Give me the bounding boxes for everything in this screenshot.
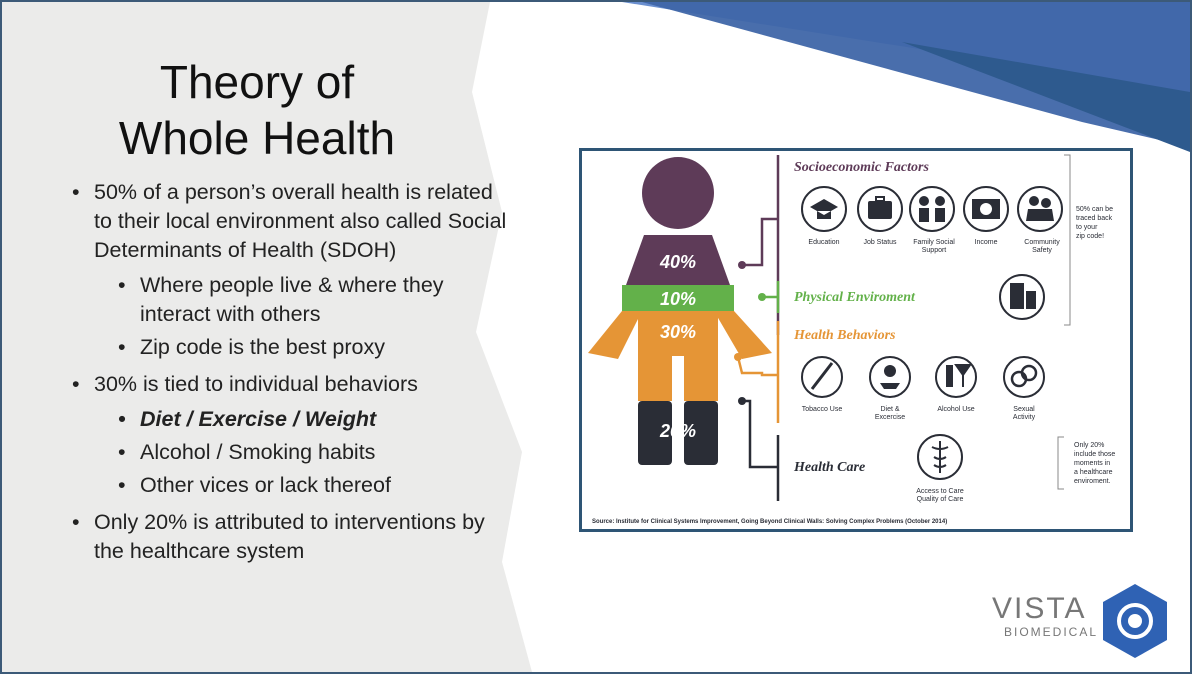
care-label-2: Quality of Care xyxy=(916,496,964,503)
source-text: Source: Institute for Clinical Systems Improvement, Going Beyond Clinical Walls: Solving Complex Problems (October 2014) xyxy=(592,519,948,525)
diet-label-2: Excercise xyxy=(874,414,906,421)
bullet-item: • 50% of a person’s overall health is related to their local environment also called Social Determinants of Health (SDOH) xyxy=(64,178,514,265)
physical-title: Physical Enviroment xyxy=(794,290,915,305)
bullet-item: • Only 20% is attributed to interventions by the healthcare system xyxy=(64,508,514,566)
diet-label-1: Diet & xyxy=(880,406,900,413)
alcohol-icon xyxy=(936,357,976,397)
sub-bullet-item: • Where people live & where they interact with others xyxy=(64,271,514,329)
pct-10: 10% xyxy=(659,289,697,309)
care-dot xyxy=(738,397,746,405)
logo-subtitle: BIOMEDICAL xyxy=(1004,625,1099,639)
socio-connector xyxy=(742,155,778,335)
community-label-2: Safety xyxy=(1032,247,1052,254)
infographic xyxy=(582,151,1130,529)
socio-dot xyxy=(738,261,746,269)
care-title: Health Care xyxy=(794,460,866,475)
bullet-item: • 30% is tied to individual behaviors xyxy=(64,370,514,399)
job-status-label: Job Status xyxy=(863,239,897,246)
logo-hexagon-icon xyxy=(1100,582,1170,660)
sub-bullet-item: • Other vices or lack thereof xyxy=(64,471,514,500)
behaviors-title: Health Behaviors xyxy=(794,328,896,343)
tobacco-label: Tobacco Use xyxy=(801,406,843,413)
income-label: Income xyxy=(974,239,998,246)
pct-20: 20% xyxy=(659,421,697,441)
note-20-line-3: moments in xyxy=(1074,460,1111,467)
person-right-arm xyxy=(714,311,772,359)
title-line-1: Theory of xyxy=(159,56,355,108)
person-leg-gap xyxy=(672,356,684,401)
sub-bullet-item: • Alcohol / Smoking habits xyxy=(64,438,514,467)
note-20-line-5: enviroment. xyxy=(1074,478,1111,485)
note-50-line-4: zip code! xyxy=(1076,233,1105,240)
family-social-label-1: Family Social xyxy=(913,239,955,246)
community-label-1: Community xyxy=(1024,239,1060,246)
sub-bullet-item: • Zip code is the best proxy xyxy=(64,333,514,362)
top-right-stripe-blue xyxy=(642,2,1190,147)
note-50-line-2: traced back xyxy=(1076,215,1113,222)
education-label: Education xyxy=(808,239,840,246)
physical-dot xyxy=(758,293,766,301)
note-20-line-2: include those xyxy=(1074,451,1116,458)
note-50-line-3: to your xyxy=(1076,224,1098,231)
bullet-list xyxy=(64,178,514,572)
sexual-label-2: Activity xyxy=(1012,414,1036,421)
note-20-line-1: Only 20% xyxy=(1074,442,1105,449)
care-connector xyxy=(742,401,778,501)
care-label-1: Access to Care xyxy=(916,488,964,495)
title-line-2: Whole Health xyxy=(118,112,396,164)
family-social-label-2: Support xyxy=(921,247,947,254)
note-20-line-4: a healthcare xyxy=(1074,469,1113,476)
note-50-line-1: 50% can be xyxy=(1076,206,1113,213)
socio-title: Socioeconomic Factors xyxy=(794,160,929,175)
family-social-support-icon xyxy=(910,187,954,231)
sexual-label-1: Sexual xyxy=(1013,406,1035,413)
alcohol-label: Alcohol Use xyxy=(937,406,975,413)
person-head xyxy=(642,157,714,229)
infographic-frame xyxy=(579,148,1133,532)
person-left-arm xyxy=(588,311,642,359)
pct-30: 30% xyxy=(659,322,697,342)
briefcase-glyph xyxy=(868,201,892,219)
slide-title xyxy=(72,54,442,166)
pct-40: 40% xyxy=(659,252,697,272)
sub-bullet-item: • Diet / Exercise / Weight xyxy=(64,405,514,434)
logo-name: VISTA xyxy=(992,592,1087,625)
behaviors-dot xyxy=(734,353,742,361)
